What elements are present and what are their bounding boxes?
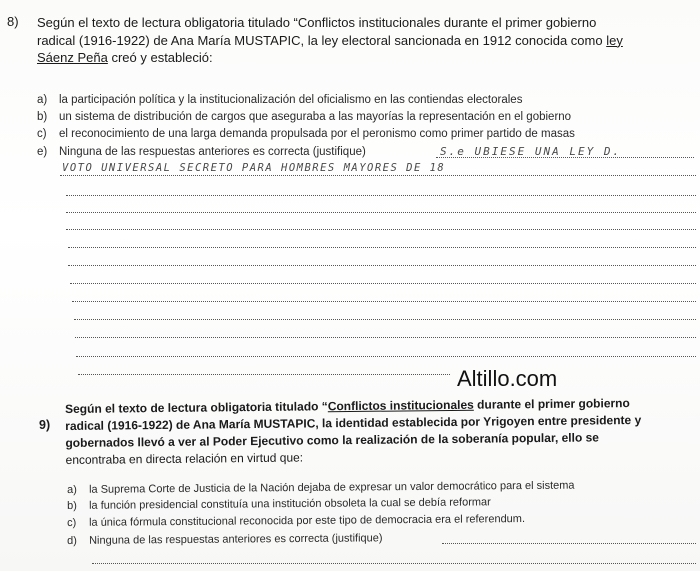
question-8-line-3: Sáenz Peña creó y estableció: xyxy=(37,50,213,65)
answer-line xyxy=(72,301,696,302)
answer-line xyxy=(74,319,696,320)
answer-line xyxy=(68,247,696,248)
answer-line xyxy=(60,175,696,176)
question-8-line-2: radical (1916-1922) de Ana María MUSTAPIC, la ley electoral sancionada en 1912 conocida como ley xyxy=(37,32,623,48)
question-8-line-1: Según el texto de lectura obligatoria titulado “Conflictos institucionales durante el primer gobierno xyxy=(37,15,597,30)
answer-line xyxy=(66,212,696,213)
q9-option-c: c) la única fórmula constitucional reconocida por este tipo de democracia era el referendum. xyxy=(67,513,526,529)
answer-line xyxy=(442,543,696,544)
question-9-line-3: gobernados llevó a ver al Poder Ejecutivo como la realización de la soberanía popular, ello se xyxy=(65,430,599,450)
q9-option-d: d) Ninguna de las respuestas anteriores es correcta (justifique) xyxy=(67,532,383,547)
q8-option-e: e) Ninguna de las respuestas anteriores es correcta (justifique) xyxy=(37,146,366,158)
answer-line xyxy=(68,265,696,266)
watermark: Altillo.com xyxy=(457,366,558,391)
question-9-line-4: encontraba en directa relación en virtud que: xyxy=(65,450,304,467)
answer-line xyxy=(66,229,696,230)
question-8-prompt xyxy=(37,14,697,67)
answer-line xyxy=(75,337,696,338)
law-name-part2: Sáenz Peña xyxy=(37,50,108,65)
answer-line xyxy=(92,563,696,564)
q8-option-a: a) la participación política y la institucionalización del oficialismo en las contiendas electorales xyxy=(37,94,523,106)
q8-option-b: b) un sistema de distribución de cargos que aseguraba a las mayorías la representación en el gobierno xyxy=(37,111,572,123)
q9-option-a: a) la Suprema Corte de Justicia de la Nación dejaba de expresar un valor democrático para el sistema xyxy=(67,479,575,496)
law-name-part1: ley xyxy=(606,32,623,48)
q9-option-b: b) la función presidencial constituía una institución obsoleta la cual se debía reformar xyxy=(67,496,491,512)
question-9-line-1: Según el texto de lectura obligatoria titulado “Conflictos institucionales durante el primer gobierno xyxy=(65,396,630,416)
handwritten-answer-1: S.e UBIESE UNA LEY D. xyxy=(440,145,622,158)
handwritten-answer-2: VOTO UNIVERSAL SECRETO PARA HOMBRES MAYORES DE 18 xyxy=(62,162,446,174)
question-8-number: 8) xyxy=(7,14,19,29)
question-9-line-2: radical (1916-1922) de Ana María MUSTAPIC, la identidad establecida por Yrigoyen entre presidente y xyxy=(65,412,642,433)
answer-line xyxy=(78,374,450,375)
answer-line xyxy=(76,356,696,357)
question-9-number: 9) xyxy=(39,418,51,432)
answer-line xyxy=(70,283,696,284)
q8-option-c: c) el reconocimiento de una larga demanda propulsada por el peronismo como primer partido de masas xyxy=(37,128,575,140)
answer-line xyxy=(66,195,696,196)
question-9-prompt xyxy=(65,394,698,469)
